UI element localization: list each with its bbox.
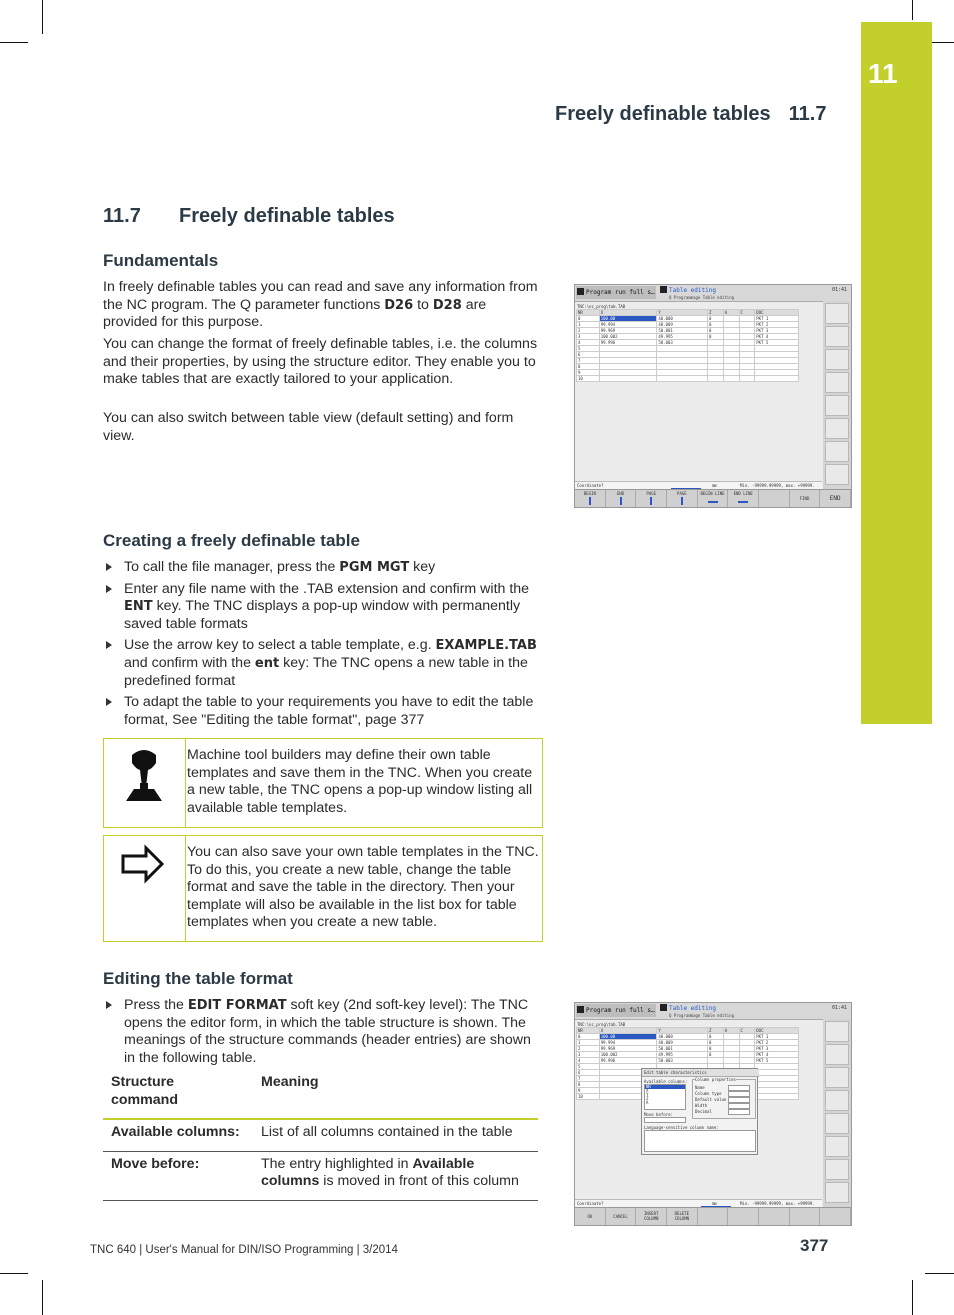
- softkey-cancel[interactable]: [606, 1208, 637, 1225]
- grid-cell[interactable]: 50.001: [657, 328, 708, 334]
- grid-column-header: NR: [577, 310, 600, 316]
- status-range: Min. -99999.99999, max. +99999.: [740, 483, 815, 488]
- grid-cell[interactable]: 1: [577, 322, 600, 328]
- list-item: [103, 997, 545, 1067]
- program-run-icon: [577, 1006, 584, 1013]
- grid-cell[interactable]: 40.000: [657, 316, 708, 322]
- grid-cell[interactable]: PKT 1: [755, 316, 799, 322]
- clock: 01:41: [831, 1005, 847, 1011]
- text-run: key: [409, 559, 436, 575]
- grid-cell[interactable]: 3: [577, 334, 600, 340]
- softkey-empty[interactable]: [790, 1208, 821, 1225]
- note-icon-cell: [104, 836, 186, 941]
- bullet-triangle-icon: [106, 698, 112, 706]
- text-run: List of all columns contained in the table: [261, 1124, 513, 1141]
- grid-cell[interactable]: PKT 2: [755, 1040, 799, 1046]
- available-column-item[interactable]: Y: [646, 1092, 649, 1097]
- text-run: key: The TNC opens a new table in the predefined format: [124, 654, 528, 689]
- default-value-label: Default value: [695, 1097, 727, 1102]
- grid-column-header: Y: [657, 310, 708, 316]
- side-softkey[interactable]: [825, 326, 849, 347]
- mode-program-run: [576, 1004, 656, 1017]
- running-head-section: 11.7: [788, 103, 827, 125]
- key-pgm-mgt: PGM MGT: [339, 560, 410, 575]
- grid-cell[interactable]: 5: [577, 1064, 600, 1070]
- page-number: 377: [800, 1236, 829, 1255]
- grid-cell[interactable]: 8: [577, 1082, 600, 1088]
- grid-cell[interactable]: 50.003: [657, 1058, 708, 1064]
- softkey-label: OK: [587, 1214, 593, 1219]
- softkey-empty[interactable]: [728, 1208, 759, 1225]
- mode-table-editing: [659, 286, 809, 299]
- softkey-empty[interactable]: [759, 490, 790, 507]
- structure-command-table: [103, 1070, 538, 1201]
- grid-cell[interactable]: 1: [577, 1040, 600, 1046]
- column-properties-group: [692, 1079, 756, 1119]
- grid-cell[interactable]: 50.001: [657, 1046, 708, 1052]
- grid-cell[interactable]: 40.009: [657, 322, 708, 328]
- decimal-label: Decimal: [695, 1109, 712, 1114]
- softkey-label: END LINE: [733, 491, 753, 496]
- term-available-columns: Available columns: [261, 1155, 475, 1190]
- grid-cell[interactable]: 9: [577, 370, 600, 376]
- softkey-delete-column[interactable]: [667, 1208, 698, 1225]
- section-number: 11.7: [103, 205, 141, 227]
- softkey-label: DELETE COLUMN: [674, 1211, 690, 1221]
- grid-cell[interactable]: 6: [577, 1070, 600, 1076]
- softkey-empty[interactable]: [759, 1208, 790, 1225]
- file-path: TNC:\nc_prog\tab.TAB: [577, 1022, 626, 1027]
- grid-cell[interactable]: 2: [577, 328, 600, 334]
- grid-row[interactable]: [577, 376, 799, 382]
- table-row: [103, 1119, 538, 1151]
- softkey-label: END: [616, 491, 625, 496]
- grid-cell[interactable]: 99.996: [599, 1058, 657, 1064]
- grid-cell[interactable]: 40.000: [657, 1034, 708, 1040]
- grid-cell[interactable]: 99.994: [599, 322, 657, 328]
- vertical-softkeys: [823, 301, 851, 490]
- side-softkey[interactable]: [825, 1136, 849, 1157]
- text-run: To call the file manager, press the: [124, 559, 340, 575]
- creating-heading: Creating a freely definable table: [103, 531, 360, 550]
- decimal-field[interactable]: [728, 1109, 750, 1115]
- softkey-end[interactable]: [606, 490, 637, 507]
- chapter-tab: [861, 22, 932, 724]
- softkey-row: [575, 489, 851, 507]
- side-softkey[interactable]: [825, 303, 849, 324]
- mode-table-editing: [659, 1004, 809, 1017]
- crop-mark: [912, 1280, 913, 1315]
- side-softkey[interactable]: [825, 1067, 849, 1088]
- softkey-row: [575, 1207, 851, 1225]
- grid-column-header: Z: [708, 1028, 724, 1034]
- fundamentals-paragraph-1: [103, 279, 543, 332]
- grid-cell[interactable]: 99.969: [599, 328, 657, 334]
- softkey-label: FIND: [799, 496, 810, 501]
- grid-column-header: C: [739, 310, 755, 316]
- available-column-item[interactable]: A: [646, 1100, 649, 1105]
- grid-cell[interactable]: 0: [708, 1052, 724, 1058]
- table-grid: [576, 309, 799, 382]
- grid-cell[interactable]: [755, 376, 799, 382]
- crop-mark: [925, 1273, 954, 1274]
- arrow-up-icon: [650, 497, 652, 505]
- grid-cell[interactable]: 4: [577, 1058, 600, 1064]
- grid-cell[interactable]: 0: [708, 1040, 724, 1046]
- arrow-down-icon: [620, 497, 622, 505]
- grid-cell[interactable]: 100.00: [599, 1034, 657, 1040]
- list-item: [103, 581, 545, 634]
- softkey-empty[interactable]: [698, 1208, 729, 1225]
- text-run: Enter any file name with the .TAB extension and confirm with the: [124, 580, 530, 597]
- bullet-triangle-icon: [106, 585, 112, 593]
- dialog-title: Edit table characteristics: [642, 1069, 759, 1077]
- meaning-cell: [253, 1119, 538, 1151]
- key-ent: ENT: [124, 599, 153, 615]
- grid-cell[interactable]: 9: [577, 1088, 600, 1094]
- mode-table-editing-label: Table editing: [669, 1005, 716, 1012]
- table-header-row: [103, 1070, 538, 1119]
- grid-cell[interactable]: [755, 1094, 799, 1100]
- screenshot-header: [575, 285, 851, 302]
- table-editing-icon: [660, 1004, 667, 1011]
- crop-mark: [0, 42, 28, 43]
- key-ent: ent: [254, 655, 280, 671]
- grid-cell[interactable]: PKT 4: [755, 334, 799, 340]
- grid-cell[interactable]: 99.996: [599, 340, 657, 346]
- softkey-label: PAGE: [646, 491, 656, 496]
- grid-column-header: C: [739, 1028, 755, 1034]
- available-column-item[interactable]: X: [646, 1088, 649, 1093]
- grid-cell[interactable]: PKT 4: [755, 1052, 799, 1058]
- grid-column-header: Y: [657, 1028, 708, 1034]
- grid-cell[interactable]: PKT 3: [755, 1046, 799, 1052]
- status-prompt: Coordinate?: [577, 1201, 604, 1206]
- grid-cell[interactable]: 99.969: [599, 1046, 657, 1052]
- width-label: Width: [695, 1103, 708, 1108]
- grid-cell[interactable]: 100.002: [599, 1052, 657, 1058]
- fundamentals-heading: Fundamentals: [103, 251, 219, 270]
- grid-cell[interactable]: 0: [577, 1034, 600, 1040]
- side-softkey[interactable]: [825, 1090, 849, 1111]
- machine-tool-builder-icon: [104, 739, 185, 827]
- grid-cell[interactable]: [599, 376, 657, 382]
- structure-command: Available columns:: [103, 1119, 253, 1151]
- softkey-edit-format: EDIT FORMAT: [187, 998, 287, 1013]
- list-item: [103, 694, 545, 729]
- bullet-triangle-icon: [106, 641, 112, 649]
- softkey-page-down[interactable]: [667, 490, 698, 507]
- move-before-label: Move before:: [644, 1112, 673, 1117]
- chapter-number: 11: [868, 58, 898, 89]
- available-columns-label: Available columns:: [644, 1079, 688, 1084]
- section-title: [103, 205, 395, 228]
- grid-column-header: A: [723, 310, 739, 316]
- softkey-empty[interactable]: [820, 1208, 851, 1225]
- screenshot-edit-format: [574, 1002, 852, 1226]
- grid-cell[interactable]: 99.994: [599, 1040, 657, 1046]
- softkey-label: PAGE: [677, 491, 687, 496]
- grid-column-header: DOC: [755, 1028, 799, 1034]
- function-d28: D28: [432, 297, 462, 313]
- softkey-insert-column[interactable]: [636, 1208, 667, 1225]
- grid-cell[interactable]: 49.995: [657, 334, 708, 340]
- grid-cell[interactable]: [708, 376, 724, 382]
- mode-program-run: [576, 286, 656, 299]
- grid-cell[interactable]: 7: [577, 358, 600, 364]
- grid-cell[interactable]: 0: [708, 316, 724, 322]
- fundamentals-paragraph-3: You can also switch between table view (default setting) and form view.: [103, 410, 514, 444]
- text-run: Use the arrow key to select a table template, e.g.: [124, 637, 436, 654]
- arrow-left-icon: [708, 501, 718, 503]
- grid-cell[interactable]: 0: [577, 316, 600, 322]
- grid-cell[interactable]: 4: [577, 340, 600, 346]
- grid-cell[interactable]: 0: [708, 322, 724, 328]
- mode-program-run-label: Program run full s…: [586, 1007, 655, 1014]
- available-column-item[interactable]: Z: [646, 1096, 649, 1101]
- mode-program-run-label: Program run full s…: [586, 289, 655, 296]
- bullet-triangle-icon: [106, 1001, 112, 1009]
- column-type-label: Column type: [695, 1091, 722, 1096]
- crop-mark: [912, 0, 913, 20]
- text-run: is moved in front of this column: [319, 1173, 519, 1190]
- grid-cell[interactable]: 49.995: [657, 1052, 708, 1058]
- grid-cell[interactable]: 7: [577, 1076, 600, 1082]
- arrow-down-icon: [681, 497, 683, 505]
- grid-cell[interactable]: PKT 5: [755, 340, 799, 346]
- side-softkey[interactable]: [825, 372, 849, 393]
- section-title-text: Freely definable tables: [179, 205, 395, 227]
- softkey-page-up[interactable]: [636, 490, 667, 507]
- grid-cell[interactable]: 50.003: [657, 340, 708, 346]
- note-icon-cell: [104, 739, 186, 827]
- grid-cell[interactable]: 100.00: [599, 316, 657, 322]
- bullet-triangle-icon: [106, 563, 112, 571]
- vertical-softkeys: [823, 1019, 851, 1208]
- arrow-right-icon: [104, 836, 185, 941]
- footer-text: TNC 640 | User's Manual for DIN/ISO Programming | 3/2014: [90, 1244, 398, 1256]
- grid-cell[interactable]: [739, 376, 755, 382]
- name-label: Name: [695, 1085, 705, 1090]
- creating-steps: [103, 559, 545, 733]
- grid-cell[interactable]: 0: [708, 334, 724, 340]
- status-unit: mm: [712, 1201, 717, 1206]
- clock: 01:41: [831, 287, 847, 293]
- note-text: Machine tool builders may define their own table templates and save them in the TNC. When you create a new table, the TNC opens a pop-up window listing all available table templates.: [187, 747, 533, 816]
- grid-column-header: DOC: [755, 310, 799, 316]
- available-columns-list[interactable]: [644, 1084, 686, 1110]
- side-softkey[interactable]: [825, 464, 849, 485]
- note-text: You can also save your own table templates in the TNC. To do this, you create a new table, change the table format and save the table in the directory. Then your template will also be available in the list box for table templates when you create a new table.: [187, 844, 539, 931]
- crop-mark: [42, 0, 43, 34]
- status-prompt: Coordinate?: [577, 483, 604, 488]
- table-editing-icon: [660, 286, 667, 293]
- text-run: to: [413, 296, 433, 313]
- grid-column-header: Z: [708, 310, 724, 316]
- move-before-select[interactable]: [644, 1117, 686, 1123]
- function-d26: D26: [384, 297, 414, 313]
- grid-column-header: X: [599, 310, 657, 316]
- text-run: In freely definable tables you can read and save any information from the NC program. The Q parameter functions: [103, 279, 538, 313]
- list-item: [103, 637, 545, 690]
- fundamentals-paragraph-2: You can change the format of freely definable tables, i.e. the columns and their properties, by using the structure editor. They enable you to make tables that are exactly tailored to your application.: [103, 336, 538, 388]
- available-column-item[interactable]: NR: [645, 1085, 685, 1089]
- mode-sub-label: Q Programmage Table editing: [669, 295, 735, 300]
- softkey-label: BEGIN LINE: [700, 491, 725, 496]
- crop-mark: [0, 1273, 28, 1274]
- softkey-end-line[interactable]: [728, 490, 759, 507]
- side-softkey[interactable]: [825, 349, 849, 370]
- grid-cell[interactable]: 2: [577, 1046, 600, 1052]
- column-header: Structure command: [103, 1070, 253, 1119]
- text-run: The entry highlighted in: [261, 1155, 413, 1172]
- grid-cell[interactable]: 100.002: [599, 334, 657, 340]
- note-tip: [103, 835, 543, 942]
- grid-cell[interactable]: 0: [708, 328, 724, 334]
- softkey-begin[interactable]: [575, 490, 606, 507]
- running-head: [555, 103, 826, 126]
- grid-cell[interactable]: PKT 2: [755, 322, 799, 328]
- note-machine-tool-builder: [103, 738, 543, 828]
- softkey-begin-line[interactable]: [698, 490, 729, 507]
- grid-column-header: X: [599, 1028, 657, 1034]
- grid-cell[interactable]: 8: [577, 364, 600, 370]
- screenshot-table-editing: [574, 284, 852, 508]
- text-run: and confirm with the: [124, 654, 255, 671]
- meaning-cell: [253, 1151, 538, 1200]
- grid-cell[interactable]: PKT 3: [755, 328, 799, 334]
- softkey-ok[interactable]: [575, 1208, 606, 1225]
- column-header: Meaning: [253, 1070, 538, 1119]
- grid-column-header: NR: [577, 1028, 600, 1034]
- grid-cell[interactable]: PKT 1: [755, 1034, 799, 1040]
- side-softkey[interactable]: [825, 441, 849, 462]
- file-path: TNC:\nc_prog\tab.TAB: [577, 304, 626, 309]
- editing-steps: [103, 997, 545, 1071]
- side-softkey[interactable]: [825, 395, 849, 416]
- mode-table-editing-label: Table editing: [669, 287, 716, 294]
- column-properties-label: Column properties: [695, 1077, 736, 1082]
- grid-cell[interactable]: 5: [577, 346, 600, 352]
- side-softkey[interactable]: [825, 1044, 849, 1065]
- text-run: To adapt the table to your requirements you have to edit the table format, See "Editing the table format", page 377: [124, 694, 534, 728]
- softkey-label: BEGIN: [583, 491, 596, 496]
- running-head-title: Freely definable tables: [555, 103, 771, 125]
- grid-cell[interactable]: 10: [577, 376, 600, 382]
- language-column-grid[interactable]: [644, 1130, 756, 1152]
- status-range: Min. -99999.99999, max. +99999.: [740, 1201, 815, 1206]
- softkey-label: CANCEL: [613, 1214, 628, 1219]
- text-run: soft key (2nd soft-key level): The TNC opens the editor form, in which the table structure is shown. The meanings of the structure commands (header entries) are shown in the following table.: [124, 997, 531, 1066]
- mode-sub-label: Q Programmage Table editing: [669, 1013, 735, 1018]
- softkey-find[interactable]: [790, 490, 821, 507]
- list-item: [103, 559, 545, 577]
- text-run: Press the: [124, 997, 188, 1013]
- grid-cell[interactable]: 6: [577, 352, 600, 358]
- structure-command: Move before:: [103, 1151, 253, 1200]
- softkey-label: END: [829, 495, 841, 502]
- softkey-end-program[interactable]: [820, 490, 851, 507]
- text-run: are provided for this purpose.: [103, 296, 487, 331]
- grid-cell[interactable]: [657, 376, 708, 382]
- grid-cell[interactable]: 10: [577, 1094, 600, 1100]
- grid-cell[interactable]: [723, 376, 739, 382]
- status-unit: mm: [712, 483, 717, 488]
- side-softkey[interactable]: [825, 1021, 849, 1042]
- side-softkey[interactable]: [825, 1113, 849, 1134]
- side-softkey[interactable]: [825, 1182, 849, 1203]
- editing-heading: Editing the table format: [103, 969, 293, 988]
- language-column-label: Language-sensitive column name:: [644, 1125, 719, 1130]
- arrow-right-icon: [738, 501, 748, 503]
- arrow-up-icon: [589, 497, 591, 505]
- file-example-tab: EXAMPLE.TAB: [435, 638, 537, 654]
- grid-cell[interactable]: 40.009: [657, 1040, 708, 1046]
- side-softkey[interactable]: [825, 1159, 849, 1180]
- text-run: key. The TNC displays a pop-up window with permanently saved table formats: [124, 598, 521, 632]
- program-run-icon: [577, 288, 584, 295]
- screenshot-header: [575, 1003, 851, 1020]
- softkey-label: INSERT COLUMN: [643, 1211, 659, 1221]
- table-row: [103, 1151, 538, 1200]
- edit-table-dialog: [641, 1068, 758, 1155]
- side-softkey[interactable]: [825, 418, 849, 439]
- grid-cell[interactable]: PKT 5: [755, 1058, 799, 1064]
- grid-cell[interactable]: 0: [708, 1034, 724, 1040]
- grid-column-header: A: [723, 1028, 739, 1034]
- grid-cell[interactable]: 0: [708, 1046, 724, 1052]
- grid-cell[interactable]: 3: [577, 1052, 600, 1058]
- crop-mark: [42, 1280, 43, 1315]
